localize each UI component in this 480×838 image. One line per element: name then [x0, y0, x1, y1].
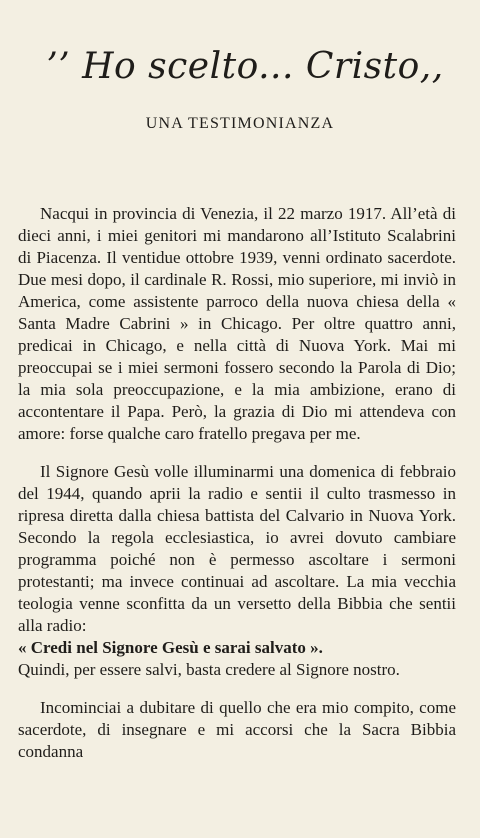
- paragraph-3: Incominciai a dubitare di quello che era mio compito, come sacerdote, di insegnare e mi accorsi che la Sacra Bibbia condanna: [18, 698, 456, 761]
- page-title: ’’ Ho scelto... Cristo,,: [46, 46, 444, 87]
- quote-followup: Quindi, per essere salvi, basta credere al Signore nostro.: [18, 660, 400, 679]
- paragraph-2-text: Il Signore Gesù volle illuminarmi una domenica di febbraio del 1944, quando aprii la radio e sentii il culto trasmesso in ripresa diretta dalla chiesa battista del Calvario in Nuova York. Secondo la regola ecclesiastica, io avrei dovuto cambiare programma poiché non è permesso ascoltare i sermoni protestanti; ma invece continuai ad ascoltare. La mia vecchia teologia venne sconfitta da un versetto della Bibbia che sentii alla radio:: [18, 462, 456, 635]
- paragraph-1: Nacqui in provincia di Venezia, il 22 marzo 1917. All’età di dieci anni, i miei genitori mi mandarono all’Istituto Scalabrini di Piacenza. Il ventidue ottobre 1939, venni ordinato sacerdote. Due mesi dopo, il cardinale R. Rossi, mio superiore, mi inviò in America, come assistente parroco della nuova chiesa della « Santa Madre Cabrini » in Chicago. Per oltre quattro anni, predicai in Chicago, e nella città di Nuova York. Mai mi preoccupai se i miei sermoni fossero secondo la Parola di Dio; la mia sola preoccupazione, e la mia ambizione, erano di accontentare il Papa. Però, la grazia di Dio mi attendeva con amore: forse qualche caro fratello pregava per me.: [18, 204, 456, 443]
- paragraph-2: [18, 461, 456, 681]
- bible-quote: « Credi nel Signore Gesù e sarai salvato ».: [18, 638, 323, 657]
- page-subtitle: UNA TESTIMONIANZA: [145, 115, 335, 132]
- body-text: [18, 203, 456, 779]
